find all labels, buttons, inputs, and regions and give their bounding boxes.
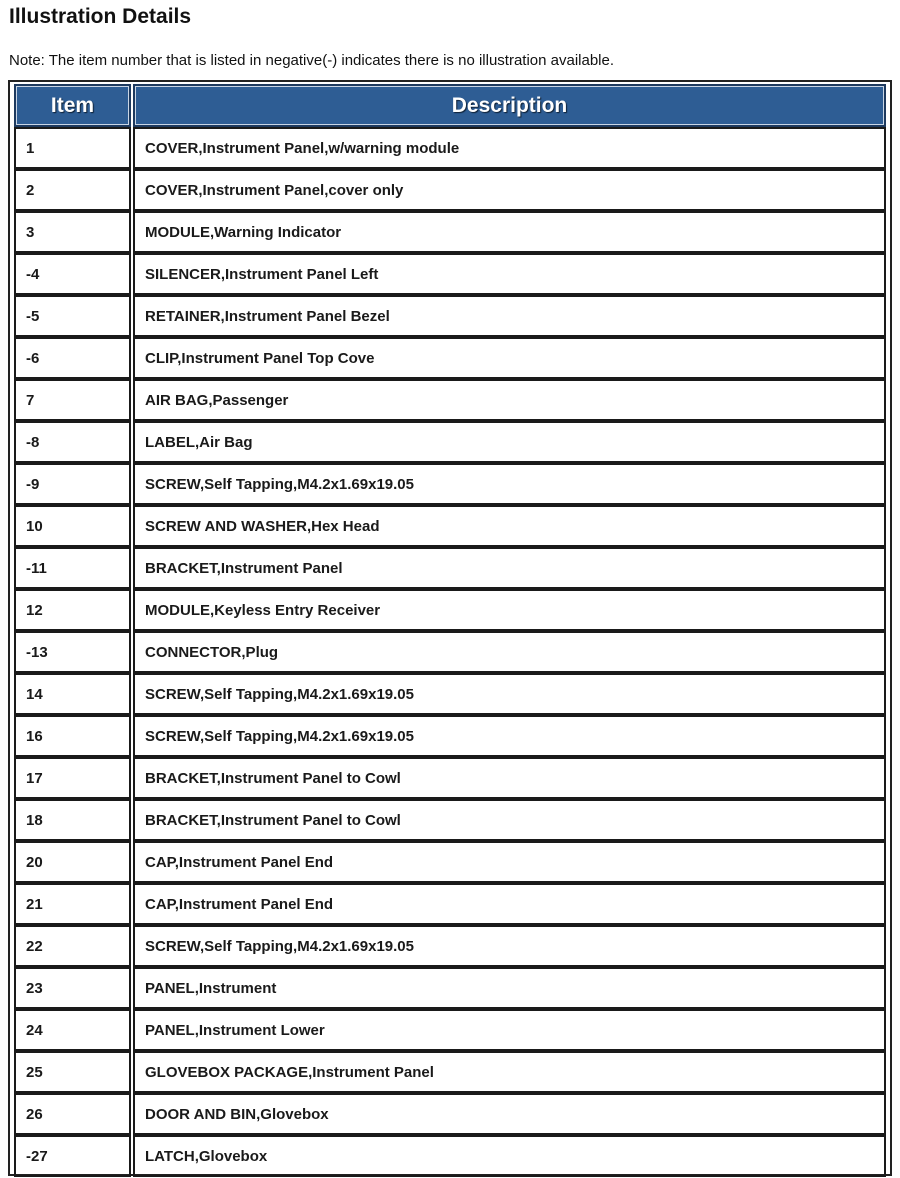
- illustration-details-table: [8, 80, 892, 1176]
- table-row: [14, 505, 886, 547]
- description-cell: PANEL,Instrument: [133, 967, 886, 1009]
- item-number-cell: 23: [14, 967, 131, 1009]
- description-cell: CAP,Instrument Panel End: [133, 883, 886, 925]
- item-number-cell: -27: [14, 1135, 131, 1177]
- item-number-cell: -8: [14, 421, 131, 463]
- description-cell: LATCH,Glovebox: [133, 1135, 886, 1177]
- description-cell: SCREW,Self Tapping,M4.2x1.69x19.05: [133, 715, 886, 757]
- description-cell: GLOVEBOX PACKAGE,Instrument Panel: [133, 1051, 886, 1093]
- description-cell: SCREW,Self Tapping,M4.2x1.69x19.05: [133, 925, 886, 967]
- description-cell: COVER,Instrument Panel,w/warning module: [133, 127, 886, 169]
- item-number-cell: -13: [14, 631, 131, 673]
- table-row: [14, 127, 886, 169]
- item-number-cell: -6: [14, 337, 131, 379]
- table-body: [14, 127, 886, 1177]
- item-number-cell: 12: [14, 589, 131, 631]
- table-row: [14, 253, 886, 295]
- table-row: [14, 169, 886, 211]
- item-number-cell: 25: [14, 1051, 131, 1093]
- item-column-header: Item: [14, 84, 131, 127]
- table-row: [14, 295, 886, 337]
- table-row: [14, 631, 886, 673]
- table-row: [14, 799, 886, 841]
- description-cell: PANEL,Instrument Lower: [133, 1009, 886, 1051]
- table-row: [14, 463, 886, 505]
- item-number-cell: 3: [14, 211, 131, 253]
- description-cell: MODULE,Warning Indicator: [133, 211, 886, 253]
- item-number-cell: -11: [14, 547, 131, 589]
- table-row: [14, 1051, 886, 1093]
- item-number-cell: -4: [14, 253, 131, 295]
- table-row: [14, 757, 886, 799]
- description-cell: BRACKET,Instrument Panel to Cowl: [133, 757, 886, 799]
- table-row: [14, 421, 886, 463]
- table-row: [14, 379, 886, 421]
- description-cell: CLIP,Instrument Panel Top Cove: [133, 337, 886, 379]
- table-row: [14, 211, 886, 253]
- table-row: [14, 967, 886, 1009]
- description-cell: CONNECTOR,Plug: [133, 631, 886, 673]
- description-cell: SILENCER,Instrument Panel Left: [133, 253, 886, 295]
- parts-table: [12, 84, 888, 1177]
- item-number-cell: 24: [14, 1009, 131, 1051]
- item-number-cell: 26: [14, 1093, 131, 1135]
- item-number-cell: 18: [14, 799, 131, 841]
- table-row: [14, 841, 886, 883]
- item-number-cell: -5: [14, 295, 131, 337]
- page-title: Illustration Details: [9, 5, 192, 28]
- table-row: [14, 1135, 886, 1177]
- table-header-row: [14, 84, 886, 127]
- description-column-header: Description: [133, 84, 886, 127]
- item-number-cell: 10: [14, 505, 131, 547]
- item-number-cell: 2: [14, 169, 131, 211]
- illustration-note: Note: The item number that is listed in negative(-) indicates there is no illustration available.: [9, 52, 615, 69]
- table-row: [14, 547, 886, 589]
- description-cell: AIR BAG,Passenger: [133, 379, 886, 421]
- item-number-cell: 7: [14, 379, 131, 421]
- table-row: [14, 715, 886, 757]
- table-row: [14, 589, 886, 631]
- table-row: [14, 1093, 886, 1135]
- item-number-cell: 22: [14, 925, 131, 967]
- description-cell: SCREW,Self Tapping,M4.2x1.69x19.05: [133, 463, 886, 505]
- description-cell: DOOR AND BIN,Glovebox: [133, 1093, 886, 1135]
- description-cell: LABEL,Air Bag: [133, 421, 886, 463]
- description-cell: RETAINER,Instrument Panel Bezel: [133, 295, 886, 337]
- table-row: [14, 883, 886, 925]
- table-row: [14, 673, 886, 715]
- item-number-cell: 1: [14, 127, 131, 169]
- description-cell: COVER,Instrument Panel,cover only: [133, 169, 886, 211]
- item-number-cell: 17: [14, 757, 131, 799]
- table-row: [14, 337, 886, 379]
- description-cell: CAP,Instrument Panel End: [133, 841, 886, 883]
- description-cell: BRACKET,Instrument Panel: [133, 547, 886, 589]
- description-cell: MODULE,Keyless Entry Receiver: [133, 589, 886, 631]
- description-cell: SCREW,Self Tapping,M4.2x1.69x19.05: [133, 673, 886, 715]
- item-number-cell: 21: [14, 883, 131, 925]
- description-cell: SCREW AND WASHER,Hex Head: [133, 505, 886, 547]
- item-number-cell: 20: [14, 841, 131, 883]
- table-row: [14, 1009, 886, 1051]
- item-number-cell: 14: [14, 673, 131, 715]
- item-number-cell: -9: [14, 463, 131, 505]
- description-cell: BRACKET,Instrument Panel to Cowl: [133, 799, 886, 841]
- table-row: [14, 925, 886, 967]
- item-number-cell: 16: [14, 715, 131, 757]
